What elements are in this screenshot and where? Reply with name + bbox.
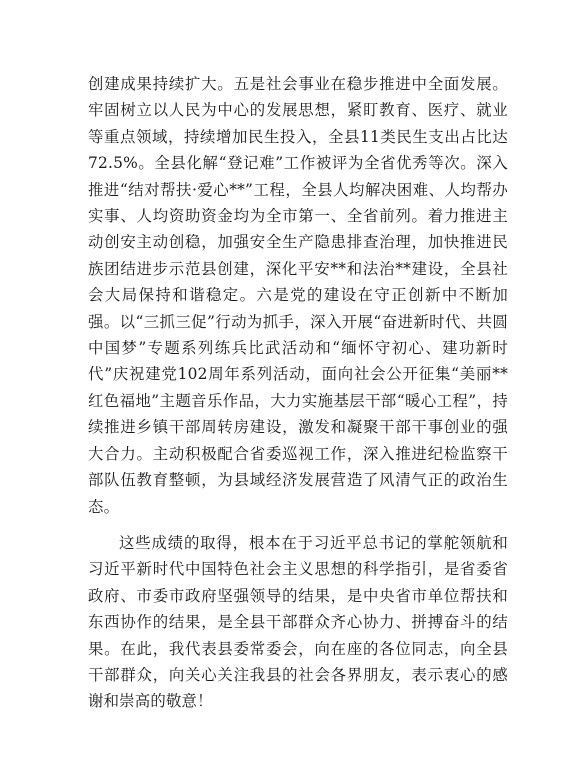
document-body <box>88 71 508 715</box>
paragraph-spacer <box>88 520 508 530</box>
paragraph-1: 创建成果持续扩大。五是社会事业在稳步推进中全面发展。牢固树立以人民为中心的发展思想，紧盯教育、医疗、就业等重点领域，持续增加民生投入，全县11类民生支出占比达72.5%。全县化解“登记难”工作被评为全省优秀等次。深入推进“结对帮扶·爱心**”工程，全县人均解决困难、人均帮办实事、人均资助资金均为全市第一、全省前列。着力推进主动创安主动创稳，加强安全生产隐患排查治理，加快推进民族团结进步示范县创建，深化平安**和法治**建设，全县社会大局保持和谐稳定。六是党的建设在守正创新中不断加强。以“三抓三促”行动为抓手，深入开展“奋进新时代、共圆中国梦”专题系列练兵比武活动和“缅怀守初心、建功新时代”庆祝建党102周年系列活动，面向社会公开征集“美丽**红色福地”主题音乐作品，大力实施基层干部“暖心工程”，持续推进乡镇干部周转房建设，激发和凝聚干部干事创业的强大合力。主动积极配合省委巡视工作，深入推进纪检监察干部队伍教育整顿，为县域经济发展营造了风清气正的政治生态。 <box>88 75 508 516</box>
paragraph-2: 这些成绩的取得，根本在于习近平总书记的掌舵领航和习近平新时代中国特色社会主义思想的科学指引，是省委省政府、市委市政府坚强领导的结果，是中央省市单位帮扶和东西协作的结果，是全县干部群众齐心协力、拼搏奋斗的结果。在此，我代表县委常委会，向在座的各位同志，向全县干部群众，向关心关注我县的社会各界朋友，表示衷心的感谢和崇高的敬意！ <box>88 533 508 711</box>
